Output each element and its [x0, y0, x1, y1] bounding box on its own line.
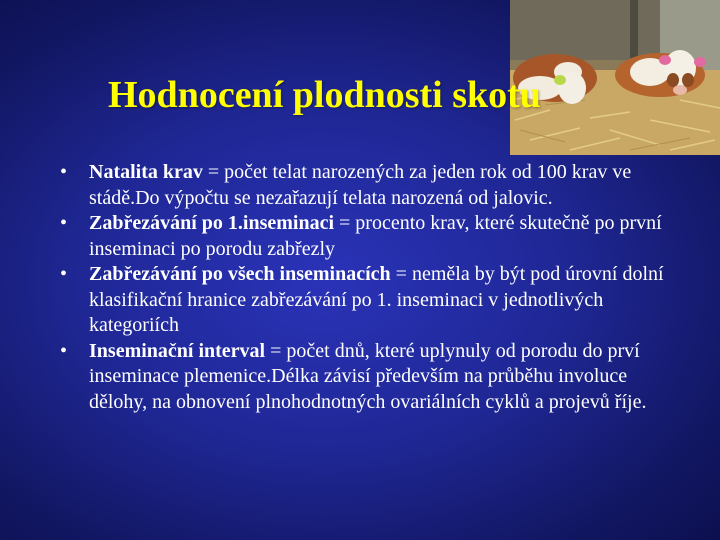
bullet-icon: • — [60, 339, 68, 362]
bullet-text: = procento krav, které skutečně po první inseminaci po porodu zabřezly — [89, 212, 662, 260]
bullet-icon: • — [60, 212, 68, 234]
bullet-icon: • — [60, 263, 68, 285]
bullet-term: Inseminační interval — [89, 339, 266, 362]
bullet-item-inseminacni-interval — [58, 339, 668, 416]
bullet-item-zabrezavani-vsech — [58, 262, 668, 339]
bullet-text: = neměla by být pod úrovní dolní klasifikační hranice zabřezávání po 1. inseminaci v jednotlivých kategoriích — [89, 263, 664, 336]
slide-title: Hodnocení plodnosti skotu — [108, 74, 541, 116]
bullet-icon: • — [60, 161, 68, 183]
bullet-text: = počet dnů, které uplynuly od porodu do prví inseminace plemenice.Délka závisí především na průběhu involuce dělohy, na obnovení plnohodnotných ovariálních cyklů a projevů říje. — [89, 339, 647, 413]
bullet-item-zabrezavani-1 — [58, 211, 668, 262]
bullet-text: = počet telat narozených za jeden rok od 100 krav ve stádě.Do výpočtu se nezařazují telata narozená od jalovic. — [89, 161, 632, 209]
bullet-list — [58, 160, 668, 415]
bullet-term: Zabřezávání po všech inseminacích — [89, 263, 391, 285]
bullet-term: Zabřezávání po 1.inseminaci — [89, 212, 335, 234]
bullet-item-natalita — [58, 160, 668, 211]
bullet-term: Natalita krav — [89, 161, 203, 183]
